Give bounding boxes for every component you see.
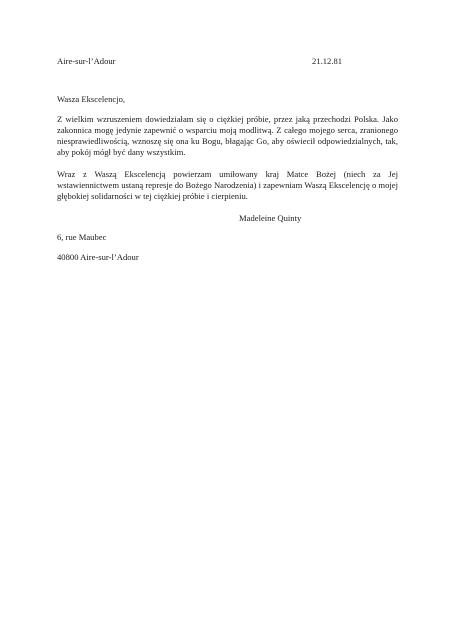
letter-salutation: Wasza Ekscelencjo, — [57, 94, 126, 104]
letter-paragraph-1: Z wielkim wzruszeniem dowiedziałam się o ciężkiej próbie, przez jaką przechodzi Polska. Jako zakonnica mogę jedynie zapewnić o wsparciu moją modlitwą. Z całego mojego serca, zranionego niesprawiedliwością, wznoszę się ona ku Bogu, błagając Go, aby oświecił odpowiedzialnych, tak, aby pokój mógł być dany wszystkim. — [57, 114, 398, 157]
address-street: 6, rue Maubec — [57, 232, 107, 242]
address-city: 40800 Aire-sur-l’Adour — [57, 252, 139, 262]
letter-place: Aire-sur-l’Adour — [57, 56, 116, 66]
letter-paragraph-2: Wraz z Waszą Ekscelencją powierzam umiłowany kraj Matce Bożej (niech za Jej wstawiennictwem ustaną represje do Bożego Narodzenia) i zapewniam Waszą Ekscelencję o mojej głębokiej solidarności w tej ciężkiej próbie i cierpieniu. — [57, 169, 398, 201]
letter-signature: Madeleine Quinty — [239, 213, 302, 223]
letter-date: 21.12.81 — [312, 56, 343, 66]
